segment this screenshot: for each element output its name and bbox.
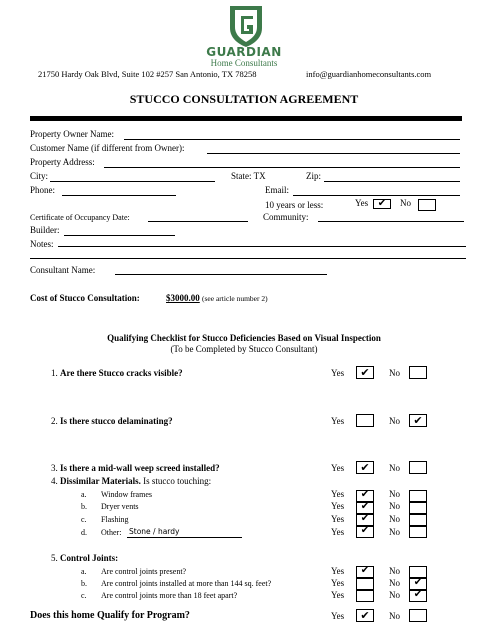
city-label: City: — [30, 171, 49, 181]
q4c-no-checkbox[interactable] — [409, 514, 427, 526]
q4c-yes-checkbox[interactable]: ✔ — [356, 514, 374, 526]
question-5: 5. Control Joints: — [51, 553, 119, 563]
q5b-no-checkbox[interactable]: ✔ — [409, 578, 427, 590]
q4b-letter: b. — [81, 502, 87, 511]
q4d-other-value[interactable]: Stone / hardy — [129, 527, 180, 536]
q1-yes-checkbox[interactable]: ✔ — [356, 366, 374, 379]
q3-no-checkbox[interactable] — [409, 461, 427, 474]
q5c-letter: c. — [81, 591, 87, 600]
q2-yes-label: Yes — [331, 416, 345, 426]
q4a-no-label: No — [389, 489, 400, 499]
builder-field[interactable] — [64, 235, 175, 236]
consultant-label: Consultant Name: — [30, 265, 96, 275]
question-1-text: Are there Stucco cracks visible? — [60, 368, 183, 378]
consultant-field[interactable] — [115, 274, 327, 275]
q1-no-label: No — [389, 368, 400, 378]
ten-years-yes-checkbox[interactable]: ✔ — [373, 199, 391, 209]
q5a-no-label: No — [389, 566, 400, 576]
q4b-no-checkbox[interactable] — [409, 502, 427, 514]
q4c-no-label: No — [389, 514, 400, 524]
community-label: Community: — [263, 212, 309, 222]
q4d-no-label: No — [389, 527, 400, 537]
state-label: State: TX — [231, 171, 266, 181]
q1-yes-label: Yes — [331, 368, 345, 378]
notes-field[interactable] — [58, 246, 466, 247]
qualify-yes-checkbox[interactable]: ✔ — [356, 609, 374, 622]
q4c-text: Flashing — [101, 515, 129, 524]
q5a-letter: a. — [81, 567, 87, 576]
page-title: STUCCO CONSULTATION AGREEMENT — [129, 92, 359, 106]
q2-no-checkbox[interactable]: ✔ — [409, 414, 427, 427]
coo-label: Certificate of Occupancy Date: — [30, 213, 130, 222]
company-address: 21750 Hardy Oak Blvd, Suite 102 #257 San Antonio, TX 78258 — [38, 69, 257, 79]
q4d-letter: d. — [81, 528, 87, 537]
q5c-yes-checkbox[interactable] — [356, 590, 374, 602]
q5b-yes-label: Yes — [331, 578, 345, 588]
phone-field[interactable] — [62, 195, 176, 196]
notes-field-line-2[interactable] — [30, 258, 466, 259]
customer-name-label: Customer Name (if different from Owner): — [30, 143, 185, 153]
q4b-no-label: No — [389, 501, 400, 511]
q5c-no-checkbox[interactable]: ✔ — [409, 590, 427, 602]
ten-years-label: 10 years or less: — [265, 200, 324, 210]
qualify-question: Does this home Qualify for Program? — [30, 610, 190, 621]
q4a-letter: a. — [81, 490, 87, 499]
customer-name-field[interactable] — [207, 153, 460, 154]
qualify-yes-label: Yes — [331, 611, 345, 621]
question-5-text: Control Joints: — [60, 553, 119, 563]
q5a-yes-label: Yes — [331, 566, 345, 576]
builder-label: Builder: — [30, 225, 60, 235]
city-field[interactable] — [50, 181, 215, 182]
q5c-no-label: No — [389, 590, 400, 600]
title-rule — [30, 116, 462, 121]
email-field[interactable] — [293, 195, 460, 196]
q1-no-checkbox[interactable] — [409, 366, 427, 379]
coo-field[interactable] — [148, 221, 248, 222]
q4b-text: Dryer vents — [101, 502, 139, 511]
q4a-no-checkbox[interactable] — [409, 490, 427, 502]
question-2-text: Is there stucco delaminating? — [60, 416, 173, 426]
shield-icon — [226, 4, 266, 48]
q4c-yes-label: Yes — [331, 514, 345, 524]
question-4: 4. Dissimilar Materials. Is stucco touching: — [51, 476, 212, 486]
q4d-no-checkbox[interactable] — [409, 526, 427, 538]
q4a-text: Window frames — [101, 490, 152, 499]
q4a-yes-checkbox[interactable]: ✔ — [356, 490, 374, 502]
address-label: Property Address: — [30, 157, 95, 167]
ten-years-no-checkbox[interactable] — [418, 199, 436, 211]
company-email[interactable]: info@guardianhomeconsultants.com — [306, 69, 432, 79]
q4b-yes-checkbox[interactable]: ✔ — [356, 502, 374, 514]
q5a-yes-checkbox[interactable]: ✔ — [356, 566, 374, 578]
q4c-letter: c. — [81, 515, 87, 524]
q4d-text: Other: — [101, 528, 122, 537]
community-field[interactable] — [318, 221, 464, 222]
q2-yes-checkbox[interactable] — [356, 414, 374, 427]
address-field[interactable] — [104, 167, 460, 168]
question-4-bold: Dissimilar Materials. — [60, 476, 141, 486]
q3-yes-label: Yes — [331, 463, 345, 473]
cost-note: (see article number 2) — [202, 294, 268, 303]
q5b-yes-checkbox[interactable] — [356, 578, 374, 590]
q5a-text: Are control joints present? — [101, 567, 187, 576]
owner-name-label: Property Owner Name: — [30, 129, 114, 139]
checklist-title: Qualifying Checklist for Stucco Deficiencies Based on Visual Inspection — [107, 333, 381, 343]
q5b-no-label: No — [389, 578, 400, 588]
question-4-text: Is stucco touching: — [140, 476, 212, 486]
q3-yes-checkbox[interactable]: ✔ — [356, 461, 374, 474]
phone-label: Phone: — [30, 185, 56, 195]
zip-label: Zip: — [306, 171, 321, 181]
ten-years-yes-label: Yes — [355, 198, 369, 208]
q5c-yes-label: Yes — [331, 590, 345, 600]
brand-tagline: Home Consultants — [210, 58, 278, 68]
email-label: Email: — [265, 185, 289, 195]
qualify-no-label: No — [389, 611, 400, 621]
cost-label: Cost of Stucco Consultation: — [30, 293, 140, 303]
question-3: 3. Is there a mid-wall weep screed installed? — [51, 463, 220, 473]
q4d-other-field[interactable] — [127, 537, 242, 538]
cost-value: $3000.00 — [166, 293, 200, 303]
notes-label: Notes: — [30, 239, 54, 249]
checklist-subtitle: (To be Completed by Stucco Consultant) — [170, 344, 318, 354]
owner-name-field[interactable] — [124, 139, 460, 140]
q5b-letter: b. — [81, 579, 87, 588]
ten-years-no-label: No — [400, 198, 411, 208]
brand-name: GUARDIAN — [206, 45, 282, 59]
question-1: 1. Are there Stucco cracks visible? — [51, 368, 183, 378]
qualify-no-checkbox[interactable] — [409, 609, 427, 622]
company-logo — [226, 4, 266, 48]
q5c-text: Are control joints more than 18 feet apart? — [101, 591, 238, 600]
zip-field[interactable] — [324, 181, 460, 182]
question-2: 2. Is there stucco delaminating? — [51, 416, 173, 426]
q4d-yes-checkbox[interactable]: ✔ — [356, 526, 374, 538]
question-3-text: Is there a mid-wall weep screed installed? — [60, 463, 220, 473]
q4a-yes-label: Yes — [331, 489, 345, 499]
q3-no-label: No — [389, 463, 400, 473]
q4b-yes-label: Yes — [331, 501, 345, 511]
q5b-text: Are control joints installed at more than 144 sq. feet? — [101, 579, 272, 588]
cost-row — [30, 293, 268, 303]
q4d-yes-label: Yes — [331, 527, 345, 537]
q2-no-label: No — [389, 416, 400, 426]
